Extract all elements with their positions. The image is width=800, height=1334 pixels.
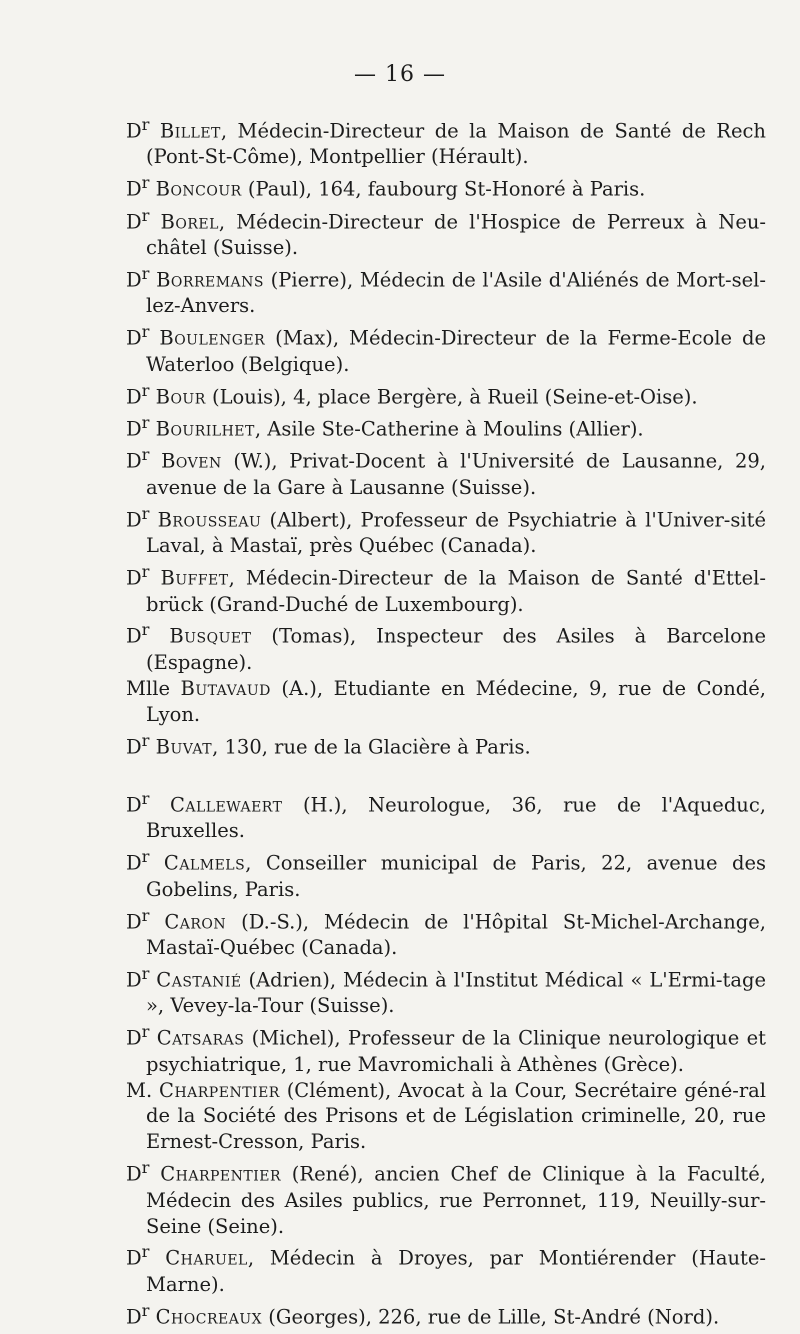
entry-details: , Médecin-Directeur de la Maison de Santé de Rech (Pont-St-Côme), Montpellier (Hérault). [146,119,766,169]
member-entry [126,1078,766,1156]
entry-title-superscript: r [141,1300,150,1320]
entry-surname: Borremans [156,268,264,292]
entry-surname: Chocreaux [155,1305,263,1329]
entry-surname: Charpentier [160,1162,282,1186]
entry-details: (Adrien), Médecin à l'Institut Médical « L'Ermi-tage », Vevey-la-Tour (Suisse). [146,968,766,1018]
entry-title-superscript: r [141,963,150,983]
entry-details: , Médecin-Directeur de la Maison de Santé d'Ettel-brück (Grand-Duché de Luxembourg). [146,566,766,616]
entry-title-superscript: r [141,264,150,284]
entry-title: D [126,624,142,648]
entry-title-superscript: r [141,905,150,925]
entry-details: , Conseiller municipal de Paris, 22, avenue des Gobelins, Paris. [146,851,766,901]
entry-title-superscript: r [141,847,150,867]
entry-details: (Louis), 4, place Bergère, à Rueil (Seine-et-Oise). [205,385,698,409]
entry-details: (Clément), Avocat à la Cour, Secrétaire géné-ral de la Société des Prisons et de Législation criminelle, 20, rue Ernest-Cresson, Paris. [146,1078,767,1154]
entry-details: (D.-S.), Médecin de l'Hôpital St-Michel-Archange, Mastaï-Québec (Canada). [146,910,766,959]
entries-c-group [126,786,766,1330]
entry-details: (W.), Privat-Docent à l'Université de Lausanne, 29, avenue de la Gare à Lausanne (Suisse). [146,449,766,499]
member-entry [126,261,766,319]
member-entry [126,203,766,261]
entry-title: D [126,417,142,441]
member-entry [126,442,766,500]
entry-surname: Charuel [165,1246,248,1270]
entry-title: M. [126,1078,153,1102]
entry-details: , 130, rue de la Glacière à Paris. [212,735,531,759]
entry-surname: Castanié [156,968,242,992]
entry-title: D [126,508,142,532]
entry-surname: Charpentier [159,1078,280,1102]
entry-title-superscript: r [141,788,150,808]
entry-surname: Borel [160,210,219,234]
entry-title: D [126,449,142,473]
entry-title: D [126,385,142,409]
entry-details: (Tomas), Inspecteur des Asiles à Barcelone (Espagne). [146,624,767,674]
entry-surname: Callewaert [169,793,283,817]
member-entry [126,1239,766,1297]
entry-surname: Calmels [163,851,246,875]
entry-title: D [126,177,142,201]
member-entry [126,617,766,675]
member-entry [126,844,766,902]
member-entry [126,501,766,559]
entry-details: (Albert), Professeur de Psychiatrie à l'Univer-sité Laval, à Mastaï, près Québec (Canada). [146,508,767,558]
entry-title: Mlle [126,676,170,700]
entry-title: D [126,968,142,992]
member-entry [126,1298,766,1330]
entry-title: D [126,1246,142,1270]
entry-title-superscript: r [141,562,150,582]
entry-title-superscript: r [141,322,150,342]
entry-surname: Bourilhet [155,417,255,441]
entry-details: , Asile Ste-Catherine à Moulins (Allier). [254,417,644,441]
entry-title-superscript: r [141,1022,150,1042]
member-entry [126,903,766,961]
member-entry [126,410,766,442]
entry-title-superscript: r [141,173,150,193]
member-entry [126,170,766,202]
entry-title: D [126,793,142,817]
entry-title: D [126,1162,142,1186]
entry-title-superscript: r [141,115,150,134]
entry-title: D [126,566,142,590]
entry-title: D [126,1305,142,1329]
entry-title: D [126,910,142,934]
member-entry [126,378,766,410]
entry-surname: Boulenger [159,326,266,350]
entry-title-superscript: r [141,1158,150,1178]
entry-title: D [126,210,142,234]
entry-title: D [126,851,142,875]
entry-title: D [126,735,142,759]
entry-details: (Paul), 164, faubourg St-Honoré à Paris. [241,177,646,201]
entry-details: (A.), Etudiante en Médecine, 9, rue de Condé, Lyon. [146,676,767,726]
entry-surname: Caron [164,910,227,934]
entry-surname: Boncour [155,177,242,201]
entry-surname: Bour [155,385,206,409]
entry-surname: Catsaras [156,1026,245,1050]
member-entry [126,676,766,728]
entry-title-superscript: r [141,503,150,523]
page-number: — 16 — [354,62,446,87]
entry-title-superscript: r [141,205,150,225]
member-entry [126,559,766,617]
entry-details: (René), ancien Chef de Clinique à la Faculté, Médecin des Asiles publics, rue Perronnet, 119, Neuilly-sur-Seine (Seine). [146,1162,767,1238]
member-entry [126,319,766,377]
entry-title-superscript: r [141,1242,150,1262]
entry-surname: Buvat [155,735,213,759]
member-entry [126,1155,766,1239]
entry-surname: Busquet [169,624,252,648]
entry-surname: Boven [161,449,222,473]
member-entry [126,1019,766,1077]
entries-b-group [126,112,766,760]
entry-title-superscript: r [141,620,150,640]
entry-details: (Georges), 226, rue de Lille, St-André (Nord). [262,1305,720,1329]
entry-surname: Butavaud [180,676,271,700]
member-list [126,112,766,1330]
entry-details: (Pierre), Médecin de l'Asile d'Aliénés de Mort-sel-lez-Anvers. [146,268,766,318]
entry-title-superscript: r [141,413,150,433]
entry-surname: Billet [159,119,221,143]
entry-details: , Médecin à Droyes, par Montiérender (Haute-Marne). [146,1246,767,1296]
entry-title: D [126,1026,142,1050]
member-entry [126,961,766,1019]
member-entry [126,786,766,844]
entry-details: (Max), Médecin-Directeur de la Ferme-Ecole de Waterloo (Belgique). [146,326,767,376]
entry-title: D [126,326,142,350]
entry-title: D [126,268,142,292]
entry-details: , Médecin-Directeur de l'Hospice de Perreux à Neu-châtel (Suisse). [146,210,767,260]
entry-title-superscript: r [141,445,150,465]
member-entry [126,728,766,760]
entry-surname: Brousseau [157,508,262,532]
entry-details: (Michel), Professeur de la Clinique neurologique et psychiatrique, 1, rue Mavromichali à Athènes (Grèce). [146,1026,766,1076]
member-entry [126,112,766,170]
entry-details: (H.), Neurologue, 36, rue de l'Aqueduc, Bruxelles. [146,793,766,843]
entry-surname: Buffet [160,566,229,590]
entry-title: D [126,119,142,143]
entry-title-superscript: r [141,380,150,400]
entry-title-superscript: r [141,730,150,750]
